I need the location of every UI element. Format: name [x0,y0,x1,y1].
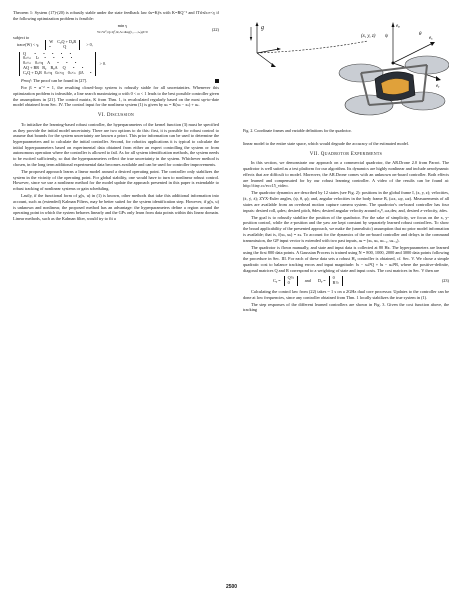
proof-paragraph [13,78,219,84]
paragraph: Calculating the control law from (22) takes ~ 1 s on a 2GHz dual core processor. Updates to the controller can be done at low frequencies, since any controller obtained from Thm. 1 locally stabilizes the true system in (1). [243,288,449,300]
section-heading: VI. Discussion [97,113,135,119]
dz-row: R½ [332,280,339,286]
proof-text: The proof can be found in [27]. [33,77,88,83]
opt-min: min [117,23,125,29]
paragraph: In this section, we demonstrate our approach on a commercial quadrotor, the AR.Drone 2.0 from Parrot. The quadrotor is well suited as a test platform for our algorithm. Its dynamics are highly nonlinear and include aerodynamic effects that are difficult to model. Moreover, the AR.Drone comes with an unknown on-board controller. Both effects are learned and compensated for by our robust learning controller. A video of the results can be found at: http://tiny.cc/ecc15_video. [243,160,449,189]
ex-label: eₓ [429,36,433,41]
equation-number-23: (23) [441,278,449,284]
paragraph: linear model to the entire state space, which would degrade the accuracy of the estimated model. [243,141,409,146]
lmi2-row: 0ₙ×ₙ 0ₙ×q A • • • [23,60,77,66]
page-number: 2500 [225,584,238,590]
lmi2-row: CᵩQ + DᵩR 0ₙ×q 0ₙ×q 0ₙ×ₙ βΛ • [23,69,92,75]
paragraph: To initialize the learning-based robust controller, the hyperparameters of the kernel function (3) must be specified as they provide the initial model uncertainty. There are two options to do this: first, it is possible for robust control to assume that bounds for the system uncertainty are known a priori. This prior information can be used to determine the hyperparameters and to calculate the initial controller. Second, for robotics applications it is typical to calculate the initial hyperparameters based on experimental data obtained from either an expert controlling the system or from autonomous operation where the controller is allowed to fail. As for all system identification methods, the system needs to be excited sufficiently, so that the hyperparameters reflect the true uncertainty in the system. Whichever method is chosen, in the long term additional experimental data becomes available and can be used for controller improvements. [13,121,219,167]
paragraph: The quadrotor is flown manually, and state and input data is collected at 80 Hz. The hyperparameters are learned using the first 800 data points. A Gaussian Process is trained using N = 800, 1000, 2000 and 3000 data points following the procedure in Sec. III. For each of these data sets a robust H₂ controller is obtained, cf. Sec. V. We chose a simple quadratic cost to balance tracking errors and input magnitude: ‖x − xₛ‖²Q + ‖u − uₛ‖²R, where the positive-definite, diagonal matrices Q and R correspond to a weighting of state and input costs. The cost matrices in Sec. V then are [243,244,449,273]
quadrotor-figure [243,10,449,136]
optimization-problem [13,23,219,75]
paragraph: The step responses of the different learned controllers are shown in Fig. 3. Given the cost function above, the tracking [243,301,449,313]
world-frame [250,22,281,67]
right-column [243,141,449,315]
equation-23 [243,276,449,286]
lmi2-row: Q • • • • • [23,50,72,56]
cz-matrix [284,276,298,286]
ez-label: eᵩ [396,24,400,29]
cz-row: 0 [287,280,290,286]
psi-label: ψ [385,34,389,39]
theta-label: θ [419,32,422,37]
gravity-label: g [261,25,264,31]
opt-subscript: W=Wᵀ,Q=Qᵀ,R,Λ=diag(τ₁,...,τₙ),β>0 [97,29,148,34]
quadrotor-drone [339,56,449,115]
section-heading: VII. Quadrotor Experiments [309,151,383,157]
theorem-text: Theorem 1: System (17)-(20) is robustly stable under the state feedback law ûs=Kŷs with K=RQ⁻¹ and ‖Tŵs‖ₕ∞<γ if the following optimization problem is feasible: [13,10,219,21]
lmi2-row: AQ + BR Bᵨ BᵩA Q • • [23,65,84,70]
and-word: and [304,278,311,284]
dz-matrix [329,276,343,286]
left-column [13,10,219,223]
cz-row: Q½ [287,275,294,281]
lmi1-tail: > 0, [86,42,93,48]
lmi-matrix-2 [19,52,96,76]
lmi-matrix-1 [45,40,80,50]
opt-objective: γ [125,23,128,29]
cz-label: Cᵩ = [273,278,281,284]
dz-row: 0 [332,275,335,281]
lmi1-row-2: • Q [49,43,67,49]
figure-caption: Fig. 2. Coordinate frames and variable definitions for the quadrotor. [243,128,352,133]
position-vector [257,41,368,53]
paragraph: The goal is to robustly stabilize the position of the quadrotor. For the sake of simplicity, we focus on the x, y-position control, while the z-position and the yaw are kept constant by separately learned robust controllers. To show the broad applicability of the presented approach, we make the (unrealistic) assumption that no prior model information is available; that is, f(xₖ, uₖ) = xₖ. To account for the dynamics of the on-board controller and delays in the command transmission, the GP input vector is extended with two past inputs, aₖ = (xₖ, uₖ, uₖ₋₁, uₖ₋₂). [243,214,449,243]
proof-label: Proof: [21,77,33,83]
lmi2-tail: > 0. [99,61,107,66]
lmi2-row: 0ₙ×ₙ Iₙ • • • • [23,55,73,61]
equation-number-22: (22) [211,26,219,32]
ey-label: eᵧ [436,84,440,89]
paragraph: For β = α⁻² = 1, the resulting closed-loop system is robustly stable for all uncertainties. Whenever this optimization problem is infeasible, a line search maximizing α with 0 < α < 1 leads to the best possible controller given the assumptions in [21]. The control matrix, K from Thm. 1, is recalculated regularly based on the most up-to-date model obtained from Sec. IV. The control input for the nonlinear system (1) is given by uₖ = K(xₖ − xₛ) + uₛ. [13,85,219,108]
position-label: (x, y, z) [361,34,376,39]
paragraph: The proposed approach learns a linear model around a desired operating point. The controller only stabilizes the system in the vicinity of the operating point. For global stability, one would have to turn to nonlinear robust control. However, since we use a nonlinear method for the model update the approach presented in this paper is extendable to robust tracking of nonlinear systems or gain scheduling. [13,168,219,192]
subject-to: subject to [13,34,30,40]
lmi1-row-1: W CᵩQ + DᵩR [49,39,77,45]
paragraph: Lastly, if the functional form of g(x, u) in (1) is known, other methods that take this additional information into account, such as (extended) Kalman Filters, may be better suited for the system identification step. However, if g(x, u) is unknown and nonlinear, the proposed method has an advantage: the hyperparameters define a region around the operating point in which the system behaves linearly and the GPs only learn from data points within this linear domain. Linear methods, such as the Kalman filter, would try to fit a [13,193,219,222]
dz-label: Dᵩ = [317,278,326,284]
paragraph: The quadrotor dynamics are described by 12 states (see Fig. 2): positions in the global frame I, (x, y, z); velocities, (ẋ, ẏ, ż); ZYX-Euler angles, (ψ, θ, φ); and, angular velocities in the body frame B, (ωx, ωy, ωz). Measurements of all states are available from an overhead motion capture camera system. The quadrotor's on-board controller has four inputs: desired roll, φdes; desired pitch, θdes; desired angular velocity around eᵩᴮ, ωz,des; and, desired z-velocity, żdes. [243,190,449,213]
qed-symbol [215,79,219,83]
trace-condition: trace(W) < γ, [17,42,40,48]
